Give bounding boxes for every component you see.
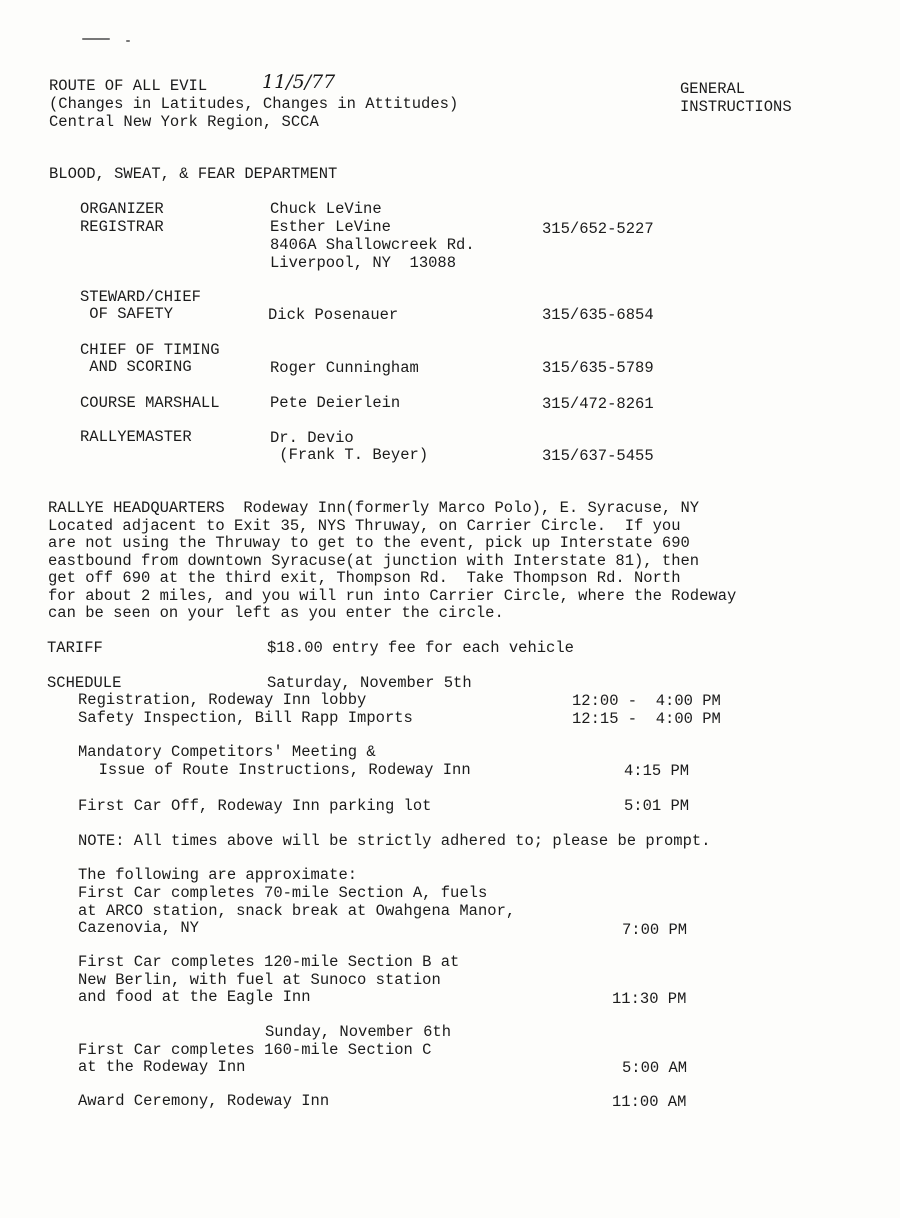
- phone-course-marshall: 315/472-8261: [542, 395, 654, 413]
- schedule-item: First Car Off, Rodeway Inn parking lot: [78, 797, 432, 815]
- phone-organizer: 315/652-5227: [542, 220, 654, 238]
- phone-steward: 315/635-6854: [542, 306, 654, 324]
- headquarters-line: for about 2 miles, and you will run into Carrier Circle, where the Rodeway: [48, 587, 737, 605]
- tariff-text: $18.00 entry fee for each vehicle: [267, 639, 574, 657]
- phone-timing: 315/635-5789: [542, 359, 654, 377]
- address-street: 8406A Shallowcreek Rd.: [270, 236, 475, 254]
- schedule-item: Safety Inspection, Bill Rapp Imports: [78, 709, 413, 727]
- document-title: ROUTE OF ALL EVIL: [49, 77, 208, 95]
- role-rallyemaster: RALLYEMASTER: [80, 428, 192, 446]
- region-line: Central New York Region, SCCA: [49, 113, 319, 131]
- role-organizer: ORGANIZER: [80, 200, 164, 218]
- approx-item: Cazenovia, NY: [78, 919, 199, 937]
- role-course-marshall: COURSE MARSHALL: [80, 394, 220, 412]
- approx-intro: The following are approximate:: [78, 866, 358, 884]
- scan-speck: [126, 40, 130, 42]
- tariff-label: TARIFF: [47, 639, 103, 657]
- phone-rallyemaster: 315/637-5455: [542, 447, 654, 465]
- approx-item: and food at the Eagle Inn: [78, 988, 311, 1006]
- name-organizer: Chuck LeVine: [270, 200, 382, 218]
- day2-item: First Car completes 160-mile Section C: [78, 1041, 432, 1059]
- name-timing: Roger Cunningham: [270, 359, 419, 377]
- role-registrar: REGISTRAR: [80, 218, 164, 236]
- schedule-label: SCHEDULE: [47, 674, 122, 692]
- name-rallyemaster: Dr. Devio: [270, 429, 354, 447]
- day2-item: at the Rodeway Inn: [78, 1058, 246, 1076]
- day2-item: Award Ceremony, Rodeway Inn: [78, 1092, 330, 1110]
- name-registrar: Esther LeVine: [270, 218, 391, 236]
- department-title: BLOOD, SWEAT, & FEAR DEPARTMENT: [49, 165, 338, 183]
- schedule-item: Mandatory Competitors' Meeting &: [78, 743, 376, 761]
- schedule-time: 4:15 PM: [624, 762, 690, 780]
- headquarters-line: Located adjacent to Exit 35, NYS Thruway, on Carrier Circle. If you: [48, 517, 681, 535]
- section-label-instructions: INSTRUCTIONS: [680, 98, 792, 116]
- schedule-time: 12:00 - 4:00 PM: [572, 692, 721, 710]
- headquarters-line: get off 690 at the third exit, Thompson Rd. Take Thompson Rd. North: [48, 569, 681, 587]
- address-city: Liverpool, NY 13088: [270, 254, 457, 272]
- headquarters-line: eastbound from downtown Syracuse(at junction with Interstate 81), then: [48, 552, 700, 570]
- approx-item: at ARCO station, snack break at Owahgena Manor,: [78, 902, 516, 920]
- role-timing: CHIEF OF TIMING: [80, 341, 220, 359]
- day2-time: 5:00 AM: [622, 1059, 688, 1077]
- name-course-marshall: Pete Deierlein: [270, 394, 401, 412]
- approx-time: 7:00 PM: [622, 921, 688, 939]
- approx-item: First Car completes 70-mile Section A, fuels: [78, 884, 488, 902]
- schedule-note: NOTE: All times above will be strictly adhered to; please be prompt.: [78, 832, 711, 850]
- schedule-time: 12:15 - 4:00 PM: [572, 710, 721, 728]
- scan-speck: [82, 38, 110, 40]
- approx-item: New Berlin, with fuel at Sunoco station: [78, 971, 441, 989]
- document-subtitle: (Changes in Latitudes, Changes in Attitudes): [49, 95, 459, 113]
- schedule-day2: Sunday, November 6th: [265, 1023, 452, 1041]
- schedule-item: Registration, Rodeway Inn lobby: [78, 691, 367, 709]
- approx-time: 11:30 PM: [612, 990, 687, 1008]
- headquarters-line: can be seen on your left as you enter the circle.: [48, 604, 504, 622]
- approx-item: First Car completes 120-mile Section B at: [78, 953, 460, 971]
- headquarters-line: are not using the Thruway to get to the event, pick up Interstate 690: [48, 534, 690, 552]
- schedule-day1: Saturday, November 5th: [267, 674, 472, 692]
- day2-time: 11:00 AM: [612, 1093, 687, 1111]
- role-steward-2: OF SAFETY: [80, 305, 174, 323]
- section-label-general: GENERAL: [680, 80, 746, 98]
- role-timing-2: AND SCORING: [80, 358, 192, 376]
- headquarters-line: RALLYE HEADQUARTERS Rodeway Inn(formerly Marco Polo), E. Syracuse, NY: [48, 499, 700, 517]
- handwritten-date: 11/5/77: [262, 71, 336, 93]
- name-rallyemaster-2: (Frank T. Beyer): [270, 446, 429, 464]
- name-steward: Dick Posenauer: [268, 306, 399, 324]
- schedule-time: 5:01 PM: [624, 797, 690, 815]
- schedule-item: Issue of Route Instructions, Rodeway Inn: [80, 761, 471, 779]
- role-steward: STEWARD/CHIEF: [80, 288, 201, 306]
